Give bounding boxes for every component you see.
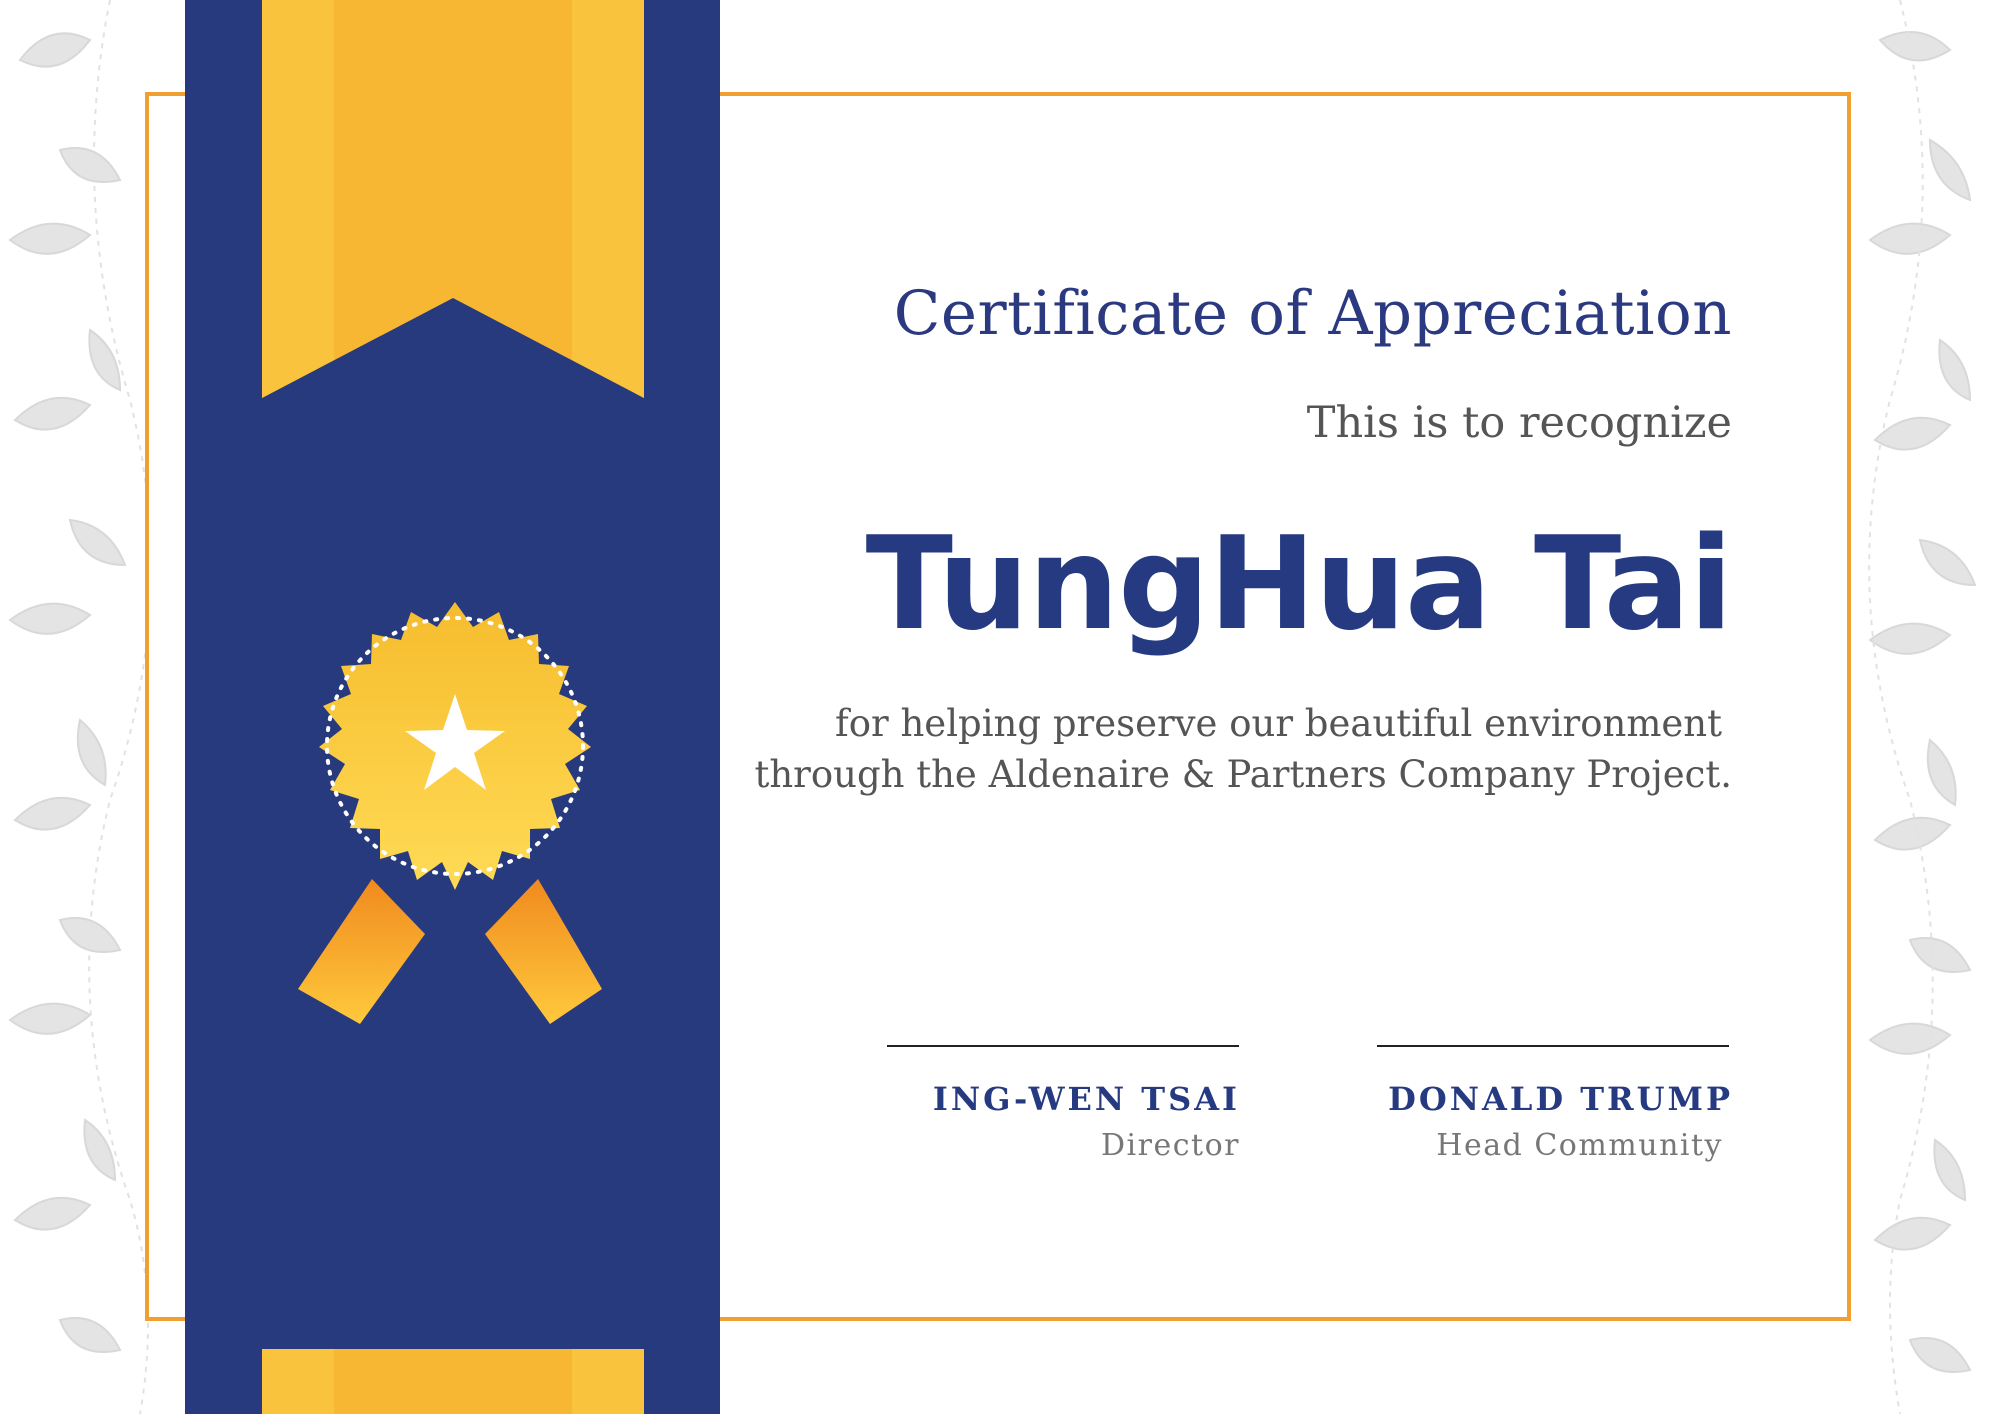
description-line-1: for helping preserve our beautiful environment bbox=[835, 702, 1722, 745]
recipient-name: TungHua Tai bbox=[865, 510, 1732, 659]
certificate-title: Certificate of Appreciation bbox=[893, 278, 1732, 349]
signature-line-head-community bbox=[1377, 1045, 1729, 1047]
signatory-name-director: ING-WEN TSAI bbox=[932, 1080, 1240, 1118]
leaf-pattern-right bbox=[1850, 0, 2000, 1414]
signatory-name-head-community: DONALD TRUMP bbox=[1388, 1080, 1733, 1118]
bookmark-ribbon-bottom bbox=[262, 1349, 644, 1414]
signature-line-director bbox=[887, 1045, 1239, 1047]
signatory-role-head-community: Head Community bbox=[1436, 1128, 1723, 1163]
description-line-2: through the Aldenaire & Partners Company Project. bbox=[754, 753, 1732, 796]
recognition-subtitle: This is to recognize bbox=[1306, 398, 1732, 448]
award-badge-icon bbox=[280, 594, 630, 1034]
certificate-description bbox=[754, 698, 1732, 800]
bookmark-ribbon-top bbox=[262, 0, 644, 398]
signatory-role-director: Director bbox=[1100, 1128, 1240, 1163]
